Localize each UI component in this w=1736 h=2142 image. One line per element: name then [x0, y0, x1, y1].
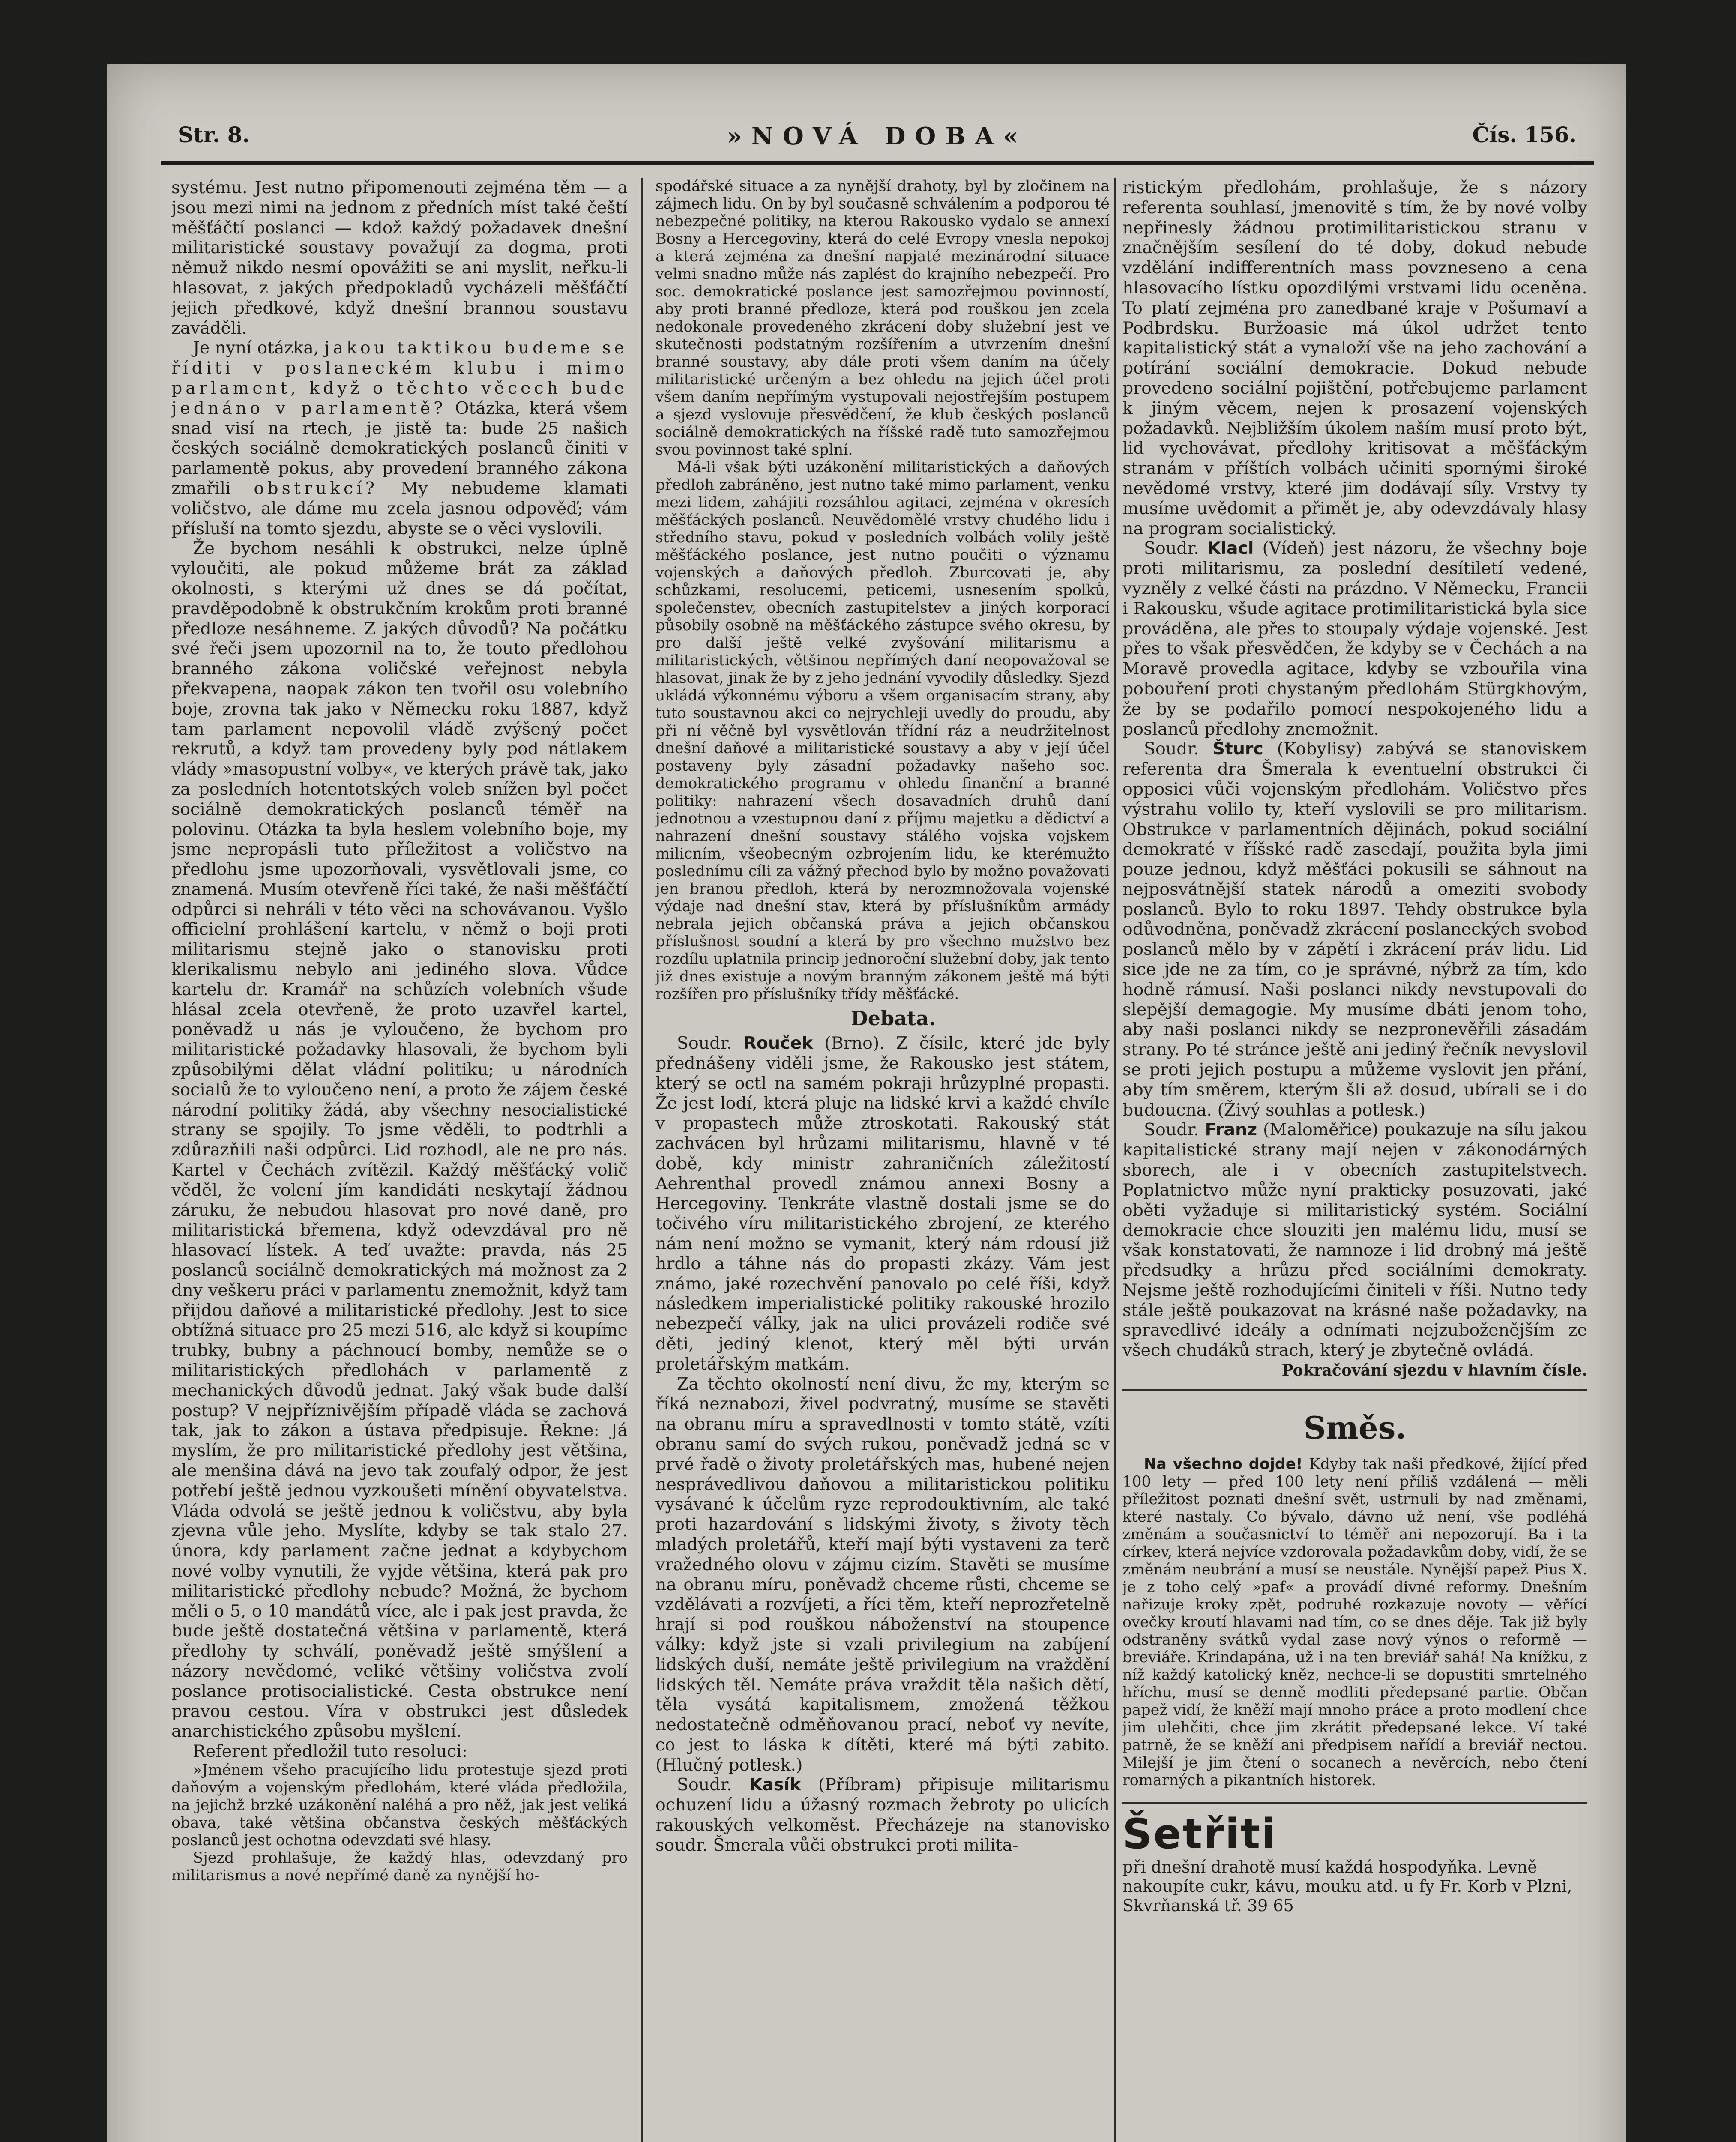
paragraph: Referent předložil tuto resoluci: [193, 1741, 468, 1762]
section-heading-smes: Směs. [1303, 1409, 1407, 1446]
header-rule [161, 161, 1594, 165]
text-run: (Příbram) připisuje militarismu ochuzení lidu a úžasný rozmach žebroty po ulicích rakouských velkoměst. Přecházeje na stanovisko soudr. Šmerala vůči obstrukci proti milita- [655, 1775, 1110, 1855]
advertisement [1122, 1802, 1587, 1915]
paragraph [655, 1033, 1110, 1374]
text-run: My nebudeme klamati voličstvo, ale dáme mu zcela jasnou odpověď; vám přísluší na tomto sjezdu, abyste se o věci vyslovili. [171, 478, 628, 538]
spaced-emphasis: obstrukcí? [254, 478, 378, 498]
speaker-name: Klacl [1207, 538, 1254, 559]
item-heading: Na všechno dojde! [1144, 1455, 1309, 1473]
section-heading: Debata. [850, 1007, 936, 1030]
paragraph [171, 338, 628, 538]
issue-number: Čís. 156. [1472, 122, 1577, 147]
section-rule [1122, 1389, 1587, 1391]
text-run: Soudr. [1144, 739, 1213, 759]
paragraph: Za těchto okolností není divu, že my, kterým se říká neznabozi, živel podvratný, musíme se stavěti na obranu míru a spravedlnosti v tomto státě, vzíti obranu samí do svých rukou, poněvadž jedná se v prvé řadě o životy proletářských mas, hubené nejen nesprávedlivou daňovou a militaristickou politiku vysávané k účelům ryze reprodouktivním, ale také proti hazardování s lidskými životy, s životy těch mladých proletářů, kteří mají býti vystaveni za terč vražedného olovu v zájmu cizím. Stavěti se musíme na obranu míru, poněvadž chceme růsti, chceme se vzdělávati a rozvíjeti, a říci těm, kteří neprozřetelně hrají si pod rouškou náboženství na stoupence války: když jste si vzali privilegium na zabíjení lidských duší, nemáte ještě privilegium na vraždění lidských těl. Nemáte práva vraždit těla našich dětí, těla vysátá kapitalismem, zmožená těžkou nedostatečně odměňovanou prací, neboť vy nevíte, co jest to láska k dítěti, které má býti zabito. (Hlučný potlesk.) [655, 1374, 1110, 1775]
text-run: Soudr. [677, 1033, 744, 1053]
newspaper-title: »NOVÁ DOBA« [727, 122, 1028, 150]
text-run: Soudr. [1144, 1120, 1205, 1140]
column-3 [1122, 178, 1587, 2142]
spaced-emphasis: jakou taktikou budeme se říditi v poslaneckém klubu i mimo parlament, když o těchto věcech bude jednáno v parlamentě? [171, 338, 628, 418]
ad-title: Šetřiti [1122, 1810, 1277, 1858]
ad-text: při dnešní drahotě musí každá hospodyňka. Levně nakoupíte cukr, kávu, mouku atd. u fy Fr. Korb v Plzni, Skvrňanská tř. 39 65 [1122, 1857, 1572, 1915]
column-divider [1114, 178, 1116, 2142]
text-run: (Vídeň) jest názoru, že všechny boje proti militarismu, za poslední desítiletí vedené, vyzněly z velké části na prázdno. V Německu, Francii i Rakousku, všude agitace protimilitaristická byla sice prováděna, ale přes to stoupaly výdaje vojenské. Jest přes to však přesvědčen, že kdyby se v Čechách a na Moravě provedla agitace, kdyby se vzbouřila vina pobouření proti chystaným předlohám Stürgkhovým, že by se podařilo pomocí nespokojeného lidu a poslanců předlohy znemožnit. [1122, 538, 1587, 739]
text-run: Kdyby tak naši předkové, žijící před 100 lety — před 100 lety není příliš vzdálená — měli příležitost poznati dnešní svět, ustrnuli by nad změnami, které nastaly. Co bývalo, dávno už není, vše podléhá změnám a současnictví to téměř ani nepozorují. Ba i ta církev, která nejvíce vzdorovala požadavkům doby, vidí, že se změnám neubrání a musí se neustále. Nynější papež Pius X. je z toho celý »paf« a provádí divné reformy. Dnešním nařizuje kroky zpět, podruhé rozkazuje novoty — věřící ovečky kroutí hlavami nad tím, co se dnes děje. Tak již byly odstraněny svátků vydal zase nový výnos o reformě — breviáře. Krindapána, už i na ten breviář sahá! Na knížku, z níž každý katolický kněz, nechce-li se dopustiti smrtelného hříchu, musí se denně modliti předepsané partie. Občan papež vidí, že kněží mají mnoho práce a proto modlení chce jim ulehčiti, chce jim zkrátit předepsané lekce. Ví také patrně, že se kněží ani předpisem nařídí a breviář nectou. Milejší je jim čtení o socanech a nevěrcích, nebo čtení romarných a pikantních historek. [1122, 1455, 1587, 1789]
text-run: (Brno). Z čísilc, které jde byly přednášeny viděli jsme, že Rakousko jest státem, který se octl na samém pokraji hrůzyplné propasti. Že jest lodí, která pluje na lidské krvi a každé chvíle v propastech může ztroskotati. Rakouský stát zachvácen byl hrůzami militarismu, hlavně v té době, kdy ministr zahraničních záležitostí Aehrenthal provedl známou annexi Bosny a Hercegoviny. Tenkráte vlastně dostali jsme se do točivého víru militaristického zbrojení, ze kterého nám není možno se vymanit, který nám rdousí již hrdlo a táhne nás do propasti zkázy. Vám jest známo, jaké rozechvění panovalo po celé říši, když následkem imperialistické politiky rakouské hrozilo nebezpečí války, jak na ulici provázeli rodiče své děti, jediný klenot, který měl býti urván proletářským matkám. [655, 1033, 1110, 1374]
speaker-name: Rouček [743, 1033, 813, 1053]
speaker-name: Franz [1205, 1120, 1257, 1140]
paragraph [1122, 1120, 1587, 1361]
text-run: (Maloměřice) poukazuje na sílu jakou kapitalistické strany mají nejen v zákonodárných sborech, ale i v obecních zastupitelstvech. Poplatnictvo může nyní prakticky posuzovati, jaké oběti vyžaduje si militaristický systém. Sociální demokracie chce slouziti jen malému lidu, musí se však konstatovati, že namnoze i lid drobný má ještě předsudky a hrůzu před sociálními demokraty. Nejsme ještě rozhodujícími činiteli v říši. Nutno tedy stále ještě poukazovat na krásné naše požadavky, na spravedlivé ideály a odnímati nejzuboženějším ze všech chudáků strach, který je zbytečně ovládá. [1122, 1120, 1587, 1361]
text-run: Soudr. [677, 1775, 749, 1795]
column-divider [641, 178, 643, 2142]
text-run: Je nyní otázka, [193, 338, 325, 358]
paragraph [655, 1775, 1110, 1855]
paragraph: ristickým předlohám, prohlašuje, že s názory referenta souhlasí, jmenovitě s tím, že by nové volby nepřinesly žádnou protimilitaristickou stranu v značnějším sesílení do té doby, dokud nebude vzdělání indifferentních mass povzneseno a cena hlasovacího lístku opozdilými vrstvami lidu oceněna. To platí zejména pro zanedbané kraje v Pošumaví a Podbrdsku. Buržoasie má úkol udržet tento kapitalistický stát a vynaloží vše na jeho zachování a potírání sociální demokracie. Dokud nebude provedeno sociální pojištění, potřebujeme parlament k jiným věcem, nejen k prosazení vojenských požadavků. Nejbližším úkolem naším musí proto být, lid vychovávat, předlohy kritisovat a měšťáckým stranám v příštích volbách učiniti spornými široké nevědomé vrstvy, které jim dodávají síly. Vrstvy ty musíme uvědomit a přimět je, aby odevzdávaly hlasy na program socialistický. [1122, 178, 1587, 538]
column-1 [171, 178, 628, 2142]
page-number: Str. 8. [178, 122, 250, 147]
paragraph: Že bychom nesáhli k obstrukci, nelze úplně vyloučiti, ale pokud můžeme brát za základ okolnosti, s kterými už dnes se dá počítat, pravděpodobně k obstrukčním krokům proti branné předloze nesáhneme. Z jakých důvodů? Na počátku své řeči jsem upozornil na to, že touto předlohou branného zákona voličské veřejnost nebyla překvapena, naopak zákon ten tvořil osu volebního boje, zrovna tak jako v Německu roku 1887, když tam parlament nepovolil vládě zvýšený počet rekrutů, a když tam provedeny byly pod nátlakem vlády »masopustní volby«, ve kterých právě tak, jako za posledních hotentotských voleb snížen byl počet sociálně demokratických poslanců téměř na polovinu. Otázka ta byla heslem volebního boje, my jsme nepropásli tuto příležitost a voličstvo na předlohu jsme upozorňovali, vysvětlovali jsme, co znamená. Musím otevřeně říci také, že naši měšťáčtí odpůrci si nehráli v této věci na schovávanou. Vyšlo officielní prohlášení kartelu, v němž o boji proti militarismu stejně jako o stanovisku proti klerikalismu nebylo ani jediného slova. Vůdce kartelu dr. Kramář na schůzích volebních všude hlásal zcela otevřeně, že proto uzavřel kartel, poněvadž u nás je vyloučeno, že bychom pro militaristické požadavky hlasovali, že bychom byli způsobilými dělat vládní politiku; u národních socialů že to vyloučeno není, a proto že zájem české národní politiky žádá, aby všechny nesocialistické strany se spojily. To jsme věděli, to podtrhli a zdůrazňili naši odpůrci. Lid rozhodl, ale ne pro nás. Kartel v Čechách zvítězil. Každý měšťácký volič věděl, že volení jím kandidáti neskytají žádnou záruku, že nebudou hlasovat pro nové daně, pro militaristická břemena, když odevzdával pro ně hlasovací lístek. A teď uvažte: pravda, nás 25 poslanců sociálně demokratických má možnost za 2 dny veškeru práci v parlamentu znemožnit, když tam přijdou daňové a militaristické předlohy. Jest to sice obtížná situace pro 25 mezi 516, ale když si koupíme trubky, bubny a páchnoucí bomby, nemůže se o militaristických předlohách v parlamentě z mechanických důvodů jednat. Jaký však bude další postup? V nejpříznivějším případě vláda se zachová tak, jak to zákon a ústava předpisuje. Řekne: Já myslím, že pro militaristické předlohy jest většina, ale menšina dává na jevo tak zoufalý odpor, že jest potřebí ještě jednou vyzkoušeti mínění obyvatelstva. Vláda odvolá se ještě jednou k voličstvu, aby byla zjevna vůle jeho. Myslíte, kdyby se tak stalo 27. února, kdy parlament začne jednat a kdybychom nové volby vynutili, že vyjde většina, která pak pro militaristické předlohy nebude? Možná, že bychom měli o 5, o 10 mandátů více, ale i pak jest pravda, že bude ještě dostatečná většina v parlamentě, která předlohy ty schválí, poněvadž ještě smýšlení a názory nevědomé, veliké většiny voličstva zvolí poslance protisocialistické. Cesta obstrukce není pravou cestou. Víra v obstrukci jest důsledek anarchistického způsobu myšlení. [171, 538, 628, 1741]
continuation-note: Pokračování sjezdu v hlavním čísle. [1281, 1361, 1587, 1380]
text-run: Soudr. [1144, 538, 1208, 559]
page-header [161, 114, 1594, 165]
resolution-quote: »Jménem všeho pracujícího lidu protestuje sjezd proti daňovým a vojenským předlohám, které vláda předložila, na jejichž brzké uzákonění naléhá a pro něž, jak jest veliká obava, také většina občanstva českých měšťáckých poslanců jest ochotna odevzdati své hlasy. [171, 1761, 628, 1849]
paragraph [1122, 538, 1587, 739]
column-2 [655, 178, 1110, 2142]
speaker-name: Šturc [1212, 739, 1263, 759]
resolution-quote: Sjezd prohlašuje, že každý hlas, odevzdaný pro militarismus a nové nepřímé daně za nynější ho- [171, 1849, 628, 1884]
paragraph [1122, 739, 1587, 1120]
resolution-quote: spodářské situace a za nynější drahoty, byl by zločinem na zájmech lidu. On by byl současně schválením a podporou té nebezpečné politiky, na kterou Rakousko vydalo se annexí Bosny a Hercegoviny, která do celé Evropy vnesla nepokoj a která zejména za dnešní napjaté mezinárodní situace velmi snadno může nás zaplést do krajního nebezpečí. Pro soc. demokratické poslance jest samozřejmou povinností, aby proti branné předloze, která pod rouškou jen zcela nedokonale provedeného zkrácení doby služební jest ve skutečnosti podstatným rozšířením a utvrzením dnešní branné soustavy, aby dále proti všem daním na účely militaristické určeným a bez ohledu na jejich účel proti všem daním nepřímým vystupovali nejostřejším postupem a sjezd vyslovuje přesvědčení, že klub českých poslanců sociálně demokratických na říšské radě tuto samozřejmou svou povinnost také splní. [655, 178, 1110, 458]
text-run: Otázka, která všem snad visí na rtech, je jistě ta: bude 25 našich českých sociálně demokratických poslanců činiti v parlamentě pokus, aby provedení branného zákona zmařili [171, 398, 628, 498]
text-run: (Kobylisy) zabývá se stanoviskem referenta dra Šmerala k eventuelní obstrukci či opposici vůči vojenským předlohám. Voličstvo přes výstrahu volilo ty, kteří vyslovili se pro militarism. Obstrukce v parlamentních dějinách, pokud sociální demokraté v říšské radě zasedají, použita byla jimi pouze jednou, když měšťáci pokusili se sáhnout na nejposvátnější statek národů a omeziti svobody poslanců. Bylo to roku 1897. Tehdy obstrukce byla odůvodněna, poněvadž zkrácení poslaneckých svobod poslanců mělo by v zápětí i zkrácení práv lidu. Lid sice jde ne za tím, co je správné, nýbrž za tím, kdo hodně rámusí. Naši poslanci nikdy nevstupovali do slepější demagogie. My musíme dbáti jenom toho, aby naši poslanci nikdy se nezpronevěřili zásadám strany. Po té stránce ještě ani jediný řečník nevyslovil se proti jejich postupu a můžeme vyslovit jen přání, aby tím směrem, kterým šli až dosud, ubírali se i do budoucna. (Živý souhlas a potlesk.) [1122, 739, 1587, 1120]
speaker-name: Kasík [749, 1775, 801, 1795]
paragraph: systému. Jest nutno připomenouti zejména těm — a jsou mezi nimi na jednom z předních míst také čeští měšťáčtí poslanci — kdož každý požadavek dnešní militaristické soustavy považují za dogma, proti němuž nikdo nesmí opovážiti se ani myslit, neřku-li hlasovat, z jakých předpokladů vycházeli měšťáčtí jejich předkové, když dnešní brannou soustavu zaváděli. [171, 178, 628, 338]
resolution-quote: Má-li však býti uzákonění militaristických a daňových předloh zabráněno, jest nutno také mimo parlament, venku mezi lidem, zahájiti rozsáhlou agitaci, zejména v okresích měšťáckých poslanců. Neuvědomělé vrstvy chudého lidu i středního stavu, pokud v posledních volbách volily ještě měšťáckého poslance, jest nutno poučiti o významu vojenských a daňových předloh. Zburcovati je, aby schůzkami, resolucemi, peticemi, usnesením spolků, společenstev, obecních zastupitelstev a jiných korporací působily osobně na měšťáckého zástupce svého okresu, by pro další ještě velké zvyšování militarismu a militaristických, většinou nepřímých daní neopovažoval se hlasovat, jinak že by z jeho jednání vyvodily důsledky. Sjezd ukládá výkonnému výboru a všem organisacím strany, aby tuto soustavnou akci co nejrychleji uvedly do proudu, aby při ní věčně byl vysvětlován třídní ráz a neudržitelnost dnešní daňové a militaristické soustavy a aby v její účel postaveny byly zásadní požadavky našeho soc. demokratického programu v ohledu finanční a branné politiky: nahrazení všech dosavadních druhů daní jednotnou a vzestupnou daní z příjmu majetku a dědictví a nahrazení dnešní soustavy stálého vojska vojskem milicním, všeobecným ozbrojením lidu, ke kterémužto poslednímu cíli za vážný přechod bylo by možno považovati jen branou předloh, která by nerozmnožovala vojenské výdaje nad dnešní stav, která by příslušníkům armády nebrala jejich občanská práva a jejich občanskou příslušnost soudní a která by pro všechno mužstvo bez rozdílu uplatnila princip jednoroční služební doby, jak tento již dnes existuje a novým branným zákonem ještě má býti rozšířen pro příslušníky třídy měšťácké. [655, 459, 1110, 1003]
paragraph [1122, 1456, 1587, 1789]
